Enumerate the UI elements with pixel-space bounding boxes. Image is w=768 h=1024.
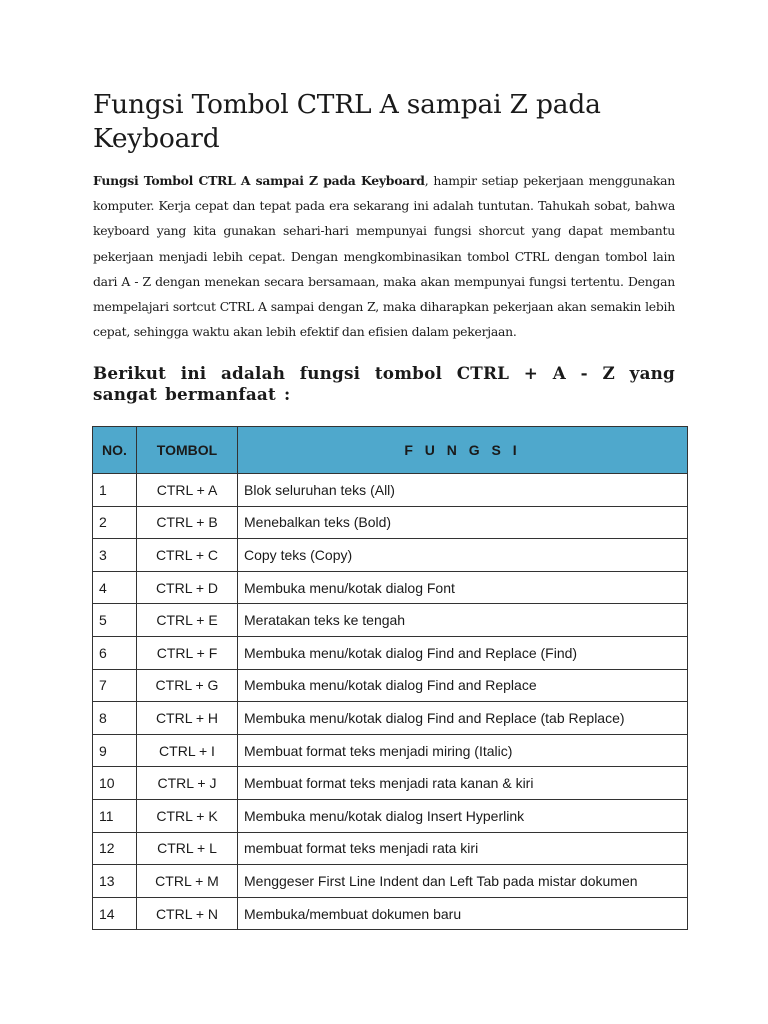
header-no: NO. (93, 427, 137, 474)
table-row (93, 539, 688, 572)
section-heading: Berikut ini adalah fungsi tombol CTRL + A - Z yang sangat bermanfaat : (93, 363, 675, 405)
cell-no: 2 (93, 506, 137, 539)
cell-tombol: CTRL + J (137, 767, 238, 800)
cell-no: 6 (93, 636, 137, 669)
intro-paragraph (93, 168, 675, 344)
intro-body-text: , hampir setiap pekerjaan menggunakan komputer. Kerja cepat dan tepat pada era sekarang ini adalah tuntutan. Tahukah sobat, bahwa keyboard yang kita gunakan sehari-hari mempunyai fungsi shorcut yang dapat membantu pekerjaan menjadi lebih cepat. Dengan mengkombinasikan tombol CTRL dengan tombol lain dari A - Z dengan menekan secara bersamaan, maka akan mempunyai fungsi tertentu. Dengan mempelajari sortcut CTRL A sampai dengan Z, maka diharapkan pekerjaan akan semakin lebih cepat, sehingga waktu akan lebih efektif dan efisien dalam pekerjaan. (93, 173, 675, 340)
cell-no: 4 (93, 571, 137, 604)
cell-no: 3 (93, 539, 137, 572)
table-row (93, 865, 688, 898)
cell-fungsi: Membuat format teks menjadi rata kanan & kiri (238, 767, 688, 800)
cell-no: 10 (93, 767, 137, 800)
cell-tombol: CTRL + I (137, 734, 238, 767)
cell-tombol: CTRL + H (137, 702, 238, 735)
cell-fungsi: Menggeser First Line Indent dan Left Tab pada mistar dokumen (238, 865, 688, 898)
cell-fungsi: Blok seluruhan teks (All) (238, 474, 688, 507)
cell-no: 8 (93, 702, 137, 735)
shortcut-table (92, 426, 688, 930)
cell-tombol: CTRL + E (137, 604, 238, 637)
cell-no: 5 (93, 604, 137, 637)
table-header-row (93, 427, 688, 474)
cell-fungsi: Membuka menu/kotak dialog Insert Hyperlink (238, 799, 688, 832)
table-row (93, 767, 688, 800)
table-row (93, 799, 688, 832)
table-row (93, 474, 688, 507)
cell-tombol: CTRL + G (137, 669, 238, 702)
cell-no: 1 (93, 474, 137, 507)
cell-tombol: CTRL + C (137, 539, 238, 572)
header-fungsi: F U N G S I (238, 427, 688, 474)
cell-tombol: CTRL + F (137, 636, 238, 669)
cell-fungsi: Membuka menu/kotak dialog Find and Replace (238, 669, 688, 702)
table-row (93, 506, 688, 539)
cell-fungsi: Membuka menu/kotak dialog Find and Replace (tab Replace) (238, 702, 688, 735)
cell-no: 11 (93, 799, 137, 832)
cell-fungsi: Membuat format teks menjadi miring (Italic) (238, 734, 688, 767)
cell-tombol: CTRL + B (137, 506, 238, 539)
cell-no: 9 (93, 734, 137, 767)
cell-fungsi: Membuka/membuat dokumen baru (238, 897, 688, 930)
table-row (93, 604, 688, 637)
cell-fungsi: membuat format teks menjadi rata kiri (238, 832, 688, 865)
page-title: Fungsi Tombol CTRL A sampai Z pada Keyboard (93, 89, 601, 154)
cell-fungsi: Membuka menu/kotak dialog Find and Replace (Find) (238, 636, 688, 669)
intro-bold-lead: Fungsi Tombol CTRL A sampai Z pada Keyboard (93, 173, 425, 188)
cell-tombol: CTRL + D (137, 571, 238, 604)
cell-tombol: CTRL + K (137, 799, 238, 832)
cell-no: 12 (93, 832, 137, 865)
table-row (93, 669, 688, 702)
table-row (93, 702, 688, 735)
table-row (93, 832, 688, 865)
table-row (93, 636, 688, 669)
cell-tombol: CTRL + A (137, 474, 238, 507)
cell-no: 13 (93, 865, 137, 898)
cell-fungsi: Meratakan teks ke tengah (238, 604, 688, 637)
table-row (93, 897, 688, 930)
cell-tombol: CTRL + M (137, 865, 238, 898)
table-row (93, 571, 688, 604)
cell-fungsi: Menebalkan teks (Bold) (238, 506, 688, 539)
cell-fungsi: Copy teks (Copy) (238, 539, 688, 572)
document-page (93, 88, 675, 405)
cell-fungsi: Membuka menu/kotak dialog Font (238, 571, 688, 604)
header-tombol: TOMBOL (137, 427, 238, 474)
cell-no: 7 (93, 669, 137, 702)
table-row (93, 734, 688, 767)
cell-tombol: CTRL + L (137, 832, 238, 865)
cell-no: 14 (93, 897, 137, 930)
cell-tombol: CTRL + N (137, 897, 238, 930)
